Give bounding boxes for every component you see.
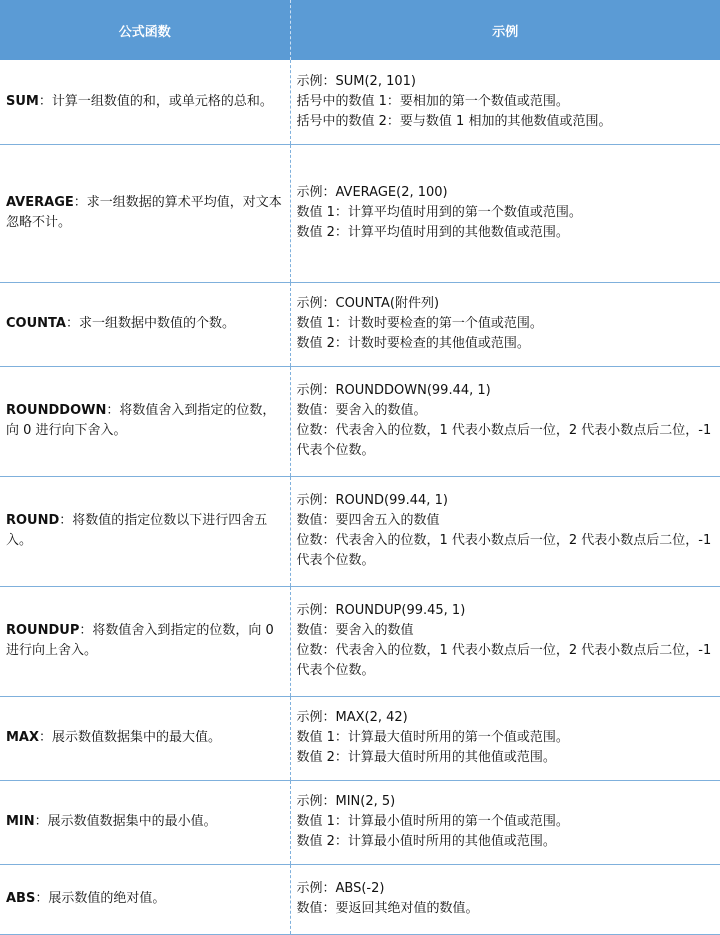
header-row — [0, 0, 720, 60]
function-desc: ：展示数值数据集中的最小值。 — [34, 814, 217, 829]
example-line: 示例：MAX(2, 42) — [296, 710, 408, 725]
example-line: 位数：代表舍入的位数，1 代表小数点后一位，2 代表小数点后二位，-1 代表个位数。 — [296, 423, 712, 458]
example-cell — [290, 476, 720, 586]
function-cell — [0, 864, 290, 934]
example-line: 数值 1：计算平均值时用到的第一个数值或范围。 — [296, 205, 582, 220]
example-line: 位数：代表舍入的位数，1 代表小数点后一位，2 代表小数点后二位，-1 代表个位数。 — [296, 533, 712, 568]
function-desc: ：展示数值数据集中的最大值。 — [39, 730, 222, 745]
table-row — [0, 282, 720, 366]
example-line: 示例：ROUND(99.44, 1) — [296, 493, 448, 508]
function-cell — [0, 696, 290, 780]
example-line: 括号中的数值 2：要与数值 1 相加的其他数值或范围。 — [296, 113, 612, 129]
function-name: SUM — [6, 93, 39, 109]
table-row — [0, 60, 720, 144]
table-row — [0, 696, 720, 780]
header-example: 示例 — [290, 0, 720, 60]
function-cell — [0, 144, 290, 282]
function-cell — [0, 60, 290, 144]
function-cell — [0, 780, 290, 864]
function-cell — [0, 366, 290, 476]
function-name: MIN — [6, 814, 35, 829]
example-cell — [290, 144, 720, 282]
example-cell — [290, 780, 720, 864]
example-line: 数值：要舍入的数值。 — [296, 403, 427, 418]
table-row — [0, 476, 720, 586]
function-desc: ：展示数值的绝对值。 — [35, 891, 166, 906]
example-line: 数值：要四舍五入的数值 — [296, 513, 440, 528]
example-line: 数值 2：计算平均值时用到的其他数值或范围。 — [296, 225, 569, 240]
example-line: 数值 1：计算最大值时所用的第一个值或范围。 — [296, 730, 569, 745]
function-cell — [0, 476, 290, 586]
example-line: 数值 2：计算最小值时所用的其他值或范围。 — [296, 834, 556, 849]
example-line: 示例：SUM(2, 101) — [296, 73, 416, 89]
function-desc: ：将数值的指定位数以下进行四舍五入。 — [6, 513, 268, 548]
example-cell — [290, 60, 720, 144]
example-line: 数值 2：计算最大值时所用的其他值或范围。 — [296, 750, 556, 765]
function-name: ROUNDDOWN — [6, 403, 107, 418]
example-cell — [290, 864, 720, 934]
table-row — [0, 864, 720, 934]
example-cell — [290, 586, 720, 696]
example-line: 数值 1：计数时要检查的第一个值或范围。 — [296, 316, 543, 331]
example-line: 示例：COUNTA(附件列) — [296, 296, 440, 311]
example-line: 数值：要返回其绝对值的数值。 — [296, 901, 479, 916]
example-line: 位数：代表舍入的位数，1 代表小数点后一位，2 代表小数点后二位，-1 代表个位数。 — [296, 643, 712, 678]
function-name: ROUNDUP — [6, 623, 80, 638]
function-name: AVERAGE — [6, 195, 74, 210]
example-cell — [290, 282, 720, 366]
function-name: ABS — [6, 891, 36, 906]
function-desc: ：计算一组数值的和，或单元格的总和。 — [38, 93, 273, 109]
table-row — [0, 366, 720, 476]
example-line: 示例：ROUNDUP(99.45, 1) — [296, 603, 466, 618]
example-line: 示例：ROUNDDOWN(99.44, 1) — [296, 383, 491, 398]
function-name: MAX — [6, 730, 40, 745]
example-line: 括号中的数值 1：要相加的第一个数值或范围。 — [296, 93, 569, 109]
function-desc: ：求一组数据的算术平均值，对文本忽略不计。 — [6, 195, 282, 230]
header-function: 公式函数 — [0, 0, 290, 60]
function-desc: ：将数值舍入到指定的位数，向 0 进行向上舍入。 — [6, 623, 274, 658]
example-line: 数值：要舍入的数值 — [296, 623, 414, 638]
example-line: 示例：ABS(-2) — [296, 881, 385, 896]
example-line: 数值 2：计数时要检查的其他值或范围。 — [296, 336, 530, 351]
function-desc: ：将数值舍入到指定的位数，向 0 进行向下舍入。 — [6, 403, 276, 438]
example-cell — [290, 366, 720, 476]
table-row — [0, 144, 720, 282]
example-line: 数值 1：计算最小值时所用的第一个值或范围。 — [296, 814, 569, 829]
example-line: 示例：MIN(2, 5) — [296, 794, 396, 809]
example-cell — [290, 696, 720, 780]
table-row — [0, 586, 720, 696]
table-row — [0, 780, 720, 864]
function-name: ROUND — [6, 513, 60, 528]
function-desc: ：求一组数据中数值的个数。 — [65, 316, 235, 331]
function-cell — [0, 586, 290, 696]
function-name: COUNTA — [6, 316, 66, 331]
example-line: 示例：AVERAGE(2, 100) — [296, 185, 448, 200]
function-cell — [0, 282, 290, 366]
